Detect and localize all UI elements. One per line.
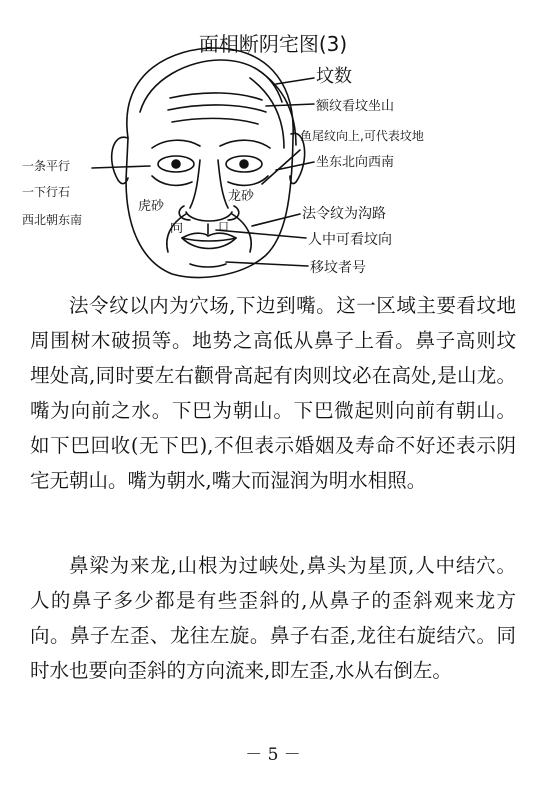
- label-law-lines: 法令纹为沟路: [302, 206, 386, 222]
- label-tiger-sand: 虎砂: [138, 199, 165, 214]
- forehead-wrinkle-3: [172, 118, 258, 124]
- body-paragraph-1: 法令纹以内为穴场,下边到嘴。这一区域主要看坟地周围树木破损等。地势之高低从鼻子上看。鼻子高则坟埋处高,同时要左右颧骨高起有肉则坟必在高处,是山龙。嘴为向前之水。下巴为朝山。下巴微起则向前有朝山。如下巴回收(无下巴),不但表示婚姻及寿命不好还表示阴宅无朝山。嘴为朝水,嘴大而湿润为明水相照。: [30, 294, 516, 492]
- label-forehead-wrinkles: 额纹看坟坐山: [316, 99, 395, 114]
- pointer-tomb-number: [226, 262, 308, 266]
- pointer-left-row: [92, 166, 150, 168]
- body-paragraph-2: 鼻梁为来龙,山根为过峡处,鼻头为星顶,人中结穴。人的鼻子多少都是有些歪斜的,从鼻子的歪斜观来龙方向。鼻子左歪、龙往左旋。鼻子右歪,龙往右旋结穴。同时水也要向歪斜的方向流来,即左歪,水从右倒左。: [30, 554, 516, 682]
- right-pupil: [240, 160, 248, 168]
- upper-lip: [182, 233, 236, 238]
- label-dragon-sand: 龙砂: [228, 189, 255, 204]
- label-row-of-stones: 一下行石: [22, 185, 71, 199]
- left-crows-feet: [152, 176, 192, 185]
- chin-line: [190, 264, 226, 267]
- label-sit-east-face-south: 坐东北向西南: [316, 155, 395, 170]
- page-number: － 5 －: [245, 745, 301, 765]
- page-title: 面相断阴宅图(3): [198, 32, 348, 56]
- right-brow: [220, 140, 270, 148]
- face-drawing: [92, 48, 314, 277]
- mouth-line: [182, 238, 236, 241]
- forehead-wrinkle-2: [168, 105, 266, 112]
- label-northwest-south: 西北朝东南: [22, 213, 83, 227]
- label-tomb-number: 移坟者号: [310, 260, 366, 276]
- label-row-of-trees: 一条平行: [22, 159, 71, 173]
- pointer-crows-feet: [262, 150, 300, 184]
- left-pupil: [172, 160, 180, 168]
- label-kou: 口: [218, 220, 229, 233]
- face-diagram: [0, 0, 546, 300]
- face-outline: [126, 48, 293, 277]
- pointer-law-lines: [252, 214, 300, 226]
- label-xiang: 向: [170, 221, 184, 236]
- label-grave-count: 坟数: [316, 66, 352, 87]
- label-philtrum: 人中可看坟向: [308, 232, 392, 248]
- label-crows-feet: 鱼尾纹向上,可代表坟地: [300, 129, 424, 143]
- left-brow: [152, 140, 200, 148]
- forehead-wrinkle-1: [170, 93, 262, 100]
- pointer-philtrum: [216, 230, 306, 238]
